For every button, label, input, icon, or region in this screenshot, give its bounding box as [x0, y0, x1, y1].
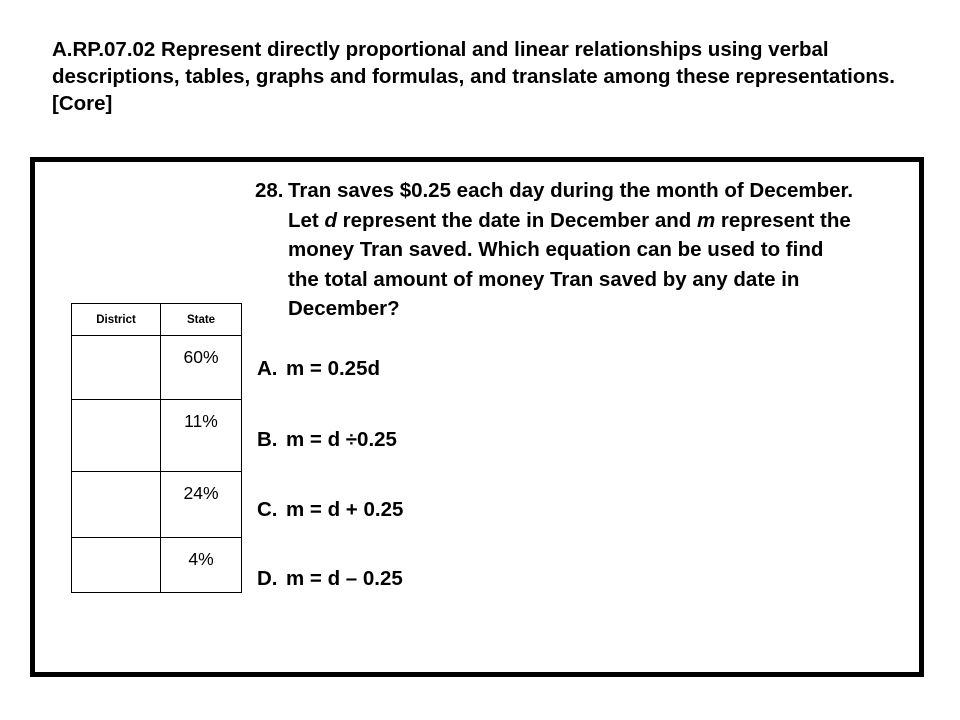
district-cell	[72, 336, 161, 400]
district-cell	[72, 538, 161, 593]
results-table	[71, 303, 242, 593]
question-block	[255, 176, 855, 324]
choice-text: m = d – 0.25	[286, 567, 403, 590]
table-row	[72, 472, 242, 538]
answer-choice-d[interactable]	[257, 567, 403, 591]
answer-choice-a[interactable]	[257, 357, 380, 381]
state-cell: 24%	[161, 472, 242, 538]
question-text: Tran saves $0.25 each day during the month of December. Let d represent the date in December and m represent the money Tran saved. Which equation can be used to find the total amount of money Tran saved by any date in December?	[288, 179, 854, 320]
choice-text: m = d ÷0.25	[286, 428, 397, 451]
table-header-row	[72, 304, 242, 336]
standard-heading: A.RP.07.02 Represent directly proportional and linear relationships using verbal descriptions, tables, graphs and formulas, and translate among these representations. [Core]	[52, 38, 895, 115]
choice-letter: C.	[257, 498, 278, 521]
district-cell	[72, 400, 161, 472]
choice-letter: A.	[257, 357, 278, 380]
choice-text: m = d + 0.25	[286, 498, 404, 521]
table-row	[72, 336, 242, 400]
choice-letter: B.	[257, 428, 278, 451]
choice-letter: D.	[257, 567, 278, 590]
question-number: 28.	[255, 179, 284, 202]
state-cell: 4%	[161, 538, 242, 593]
header-district: District	[72, 304, 161, 336]
answer-choice-b[interactable]	[257, 428, 397, 452]
header-state: State	[161, 304, 242, 336]
variable-d: d	[324, 208, 337, 232]
table-row	[72, 538, 242, 593]
choice-text: m = 0.25d	[286, 357, 381, 380]
variable-m: m	[697, 208, 716, 232]
state-cell: 60%	[161, 336, 242, 400]
state-cell: 11%	[161, 400, 242, 472]
table-row	[72, 400, 242, 472]
answer-choice-c[interactable]	[257, 498, 403, 522]
district-cell	[72, 472, 161, 538]
